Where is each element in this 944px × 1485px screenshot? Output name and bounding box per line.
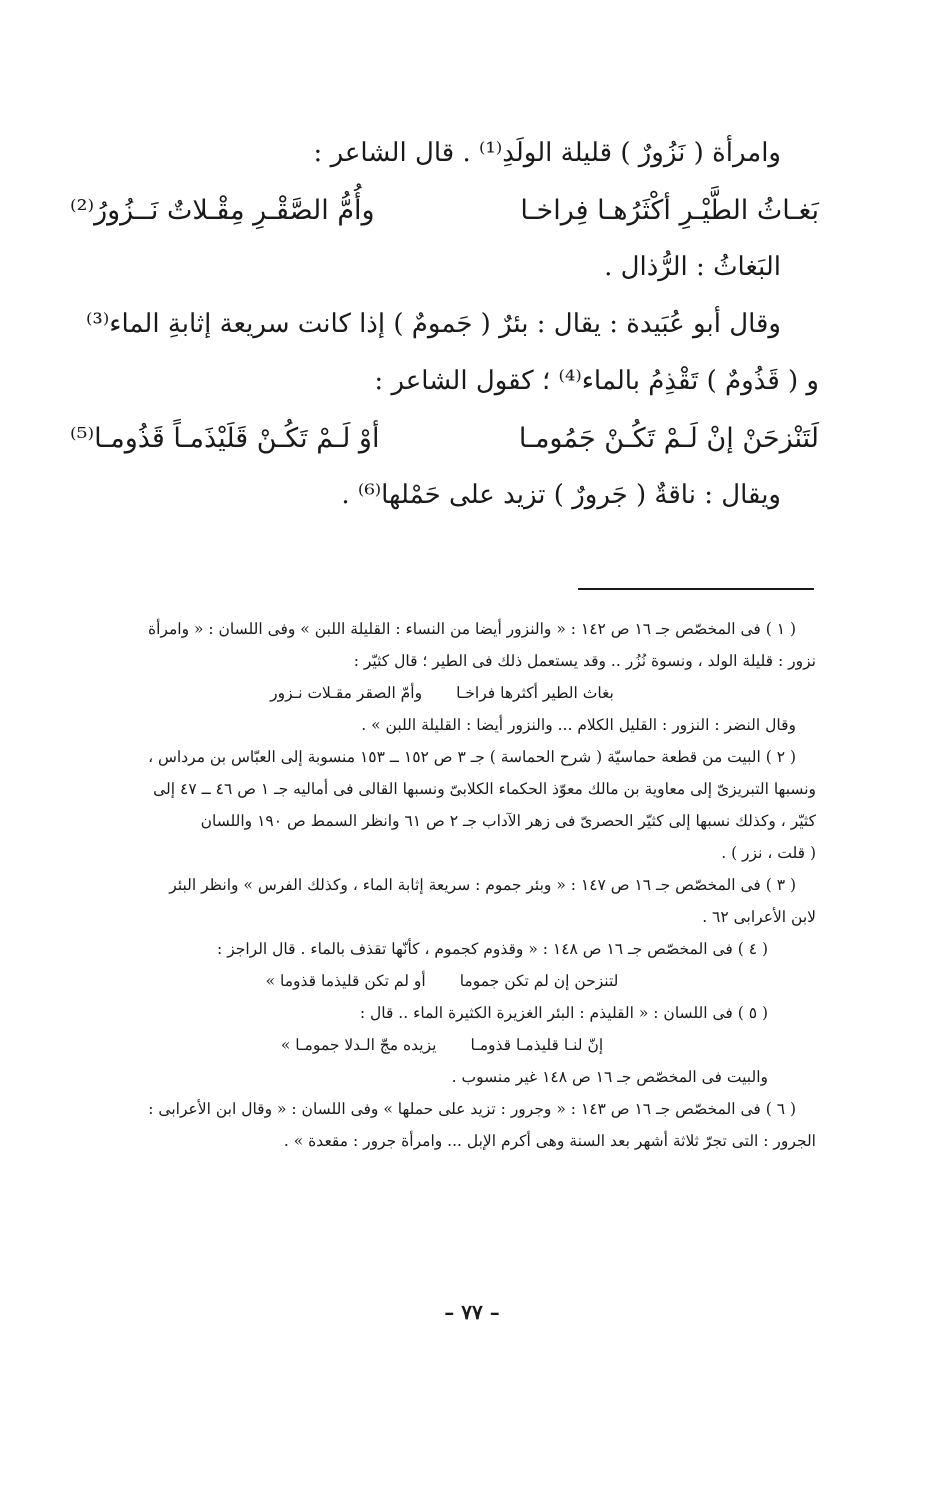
footnote-4-line-1: ( ٤ ) فى المخصّص جـ ١٦ ص ١٤٨ : « وقذوم كجموم ، كأنّها تقذف بالماء . قال الراجز : xyxy=(217,940,768,958)
verse-1-second-hemistich: وأُمُّ الصَّقْـرِ مِقْـلاتٌ نَــزُورُ⁽²⁾ xyxy=(70,195,375,226)
footnote-1-verse-second: وأمّ الصقر مقـلات نـزور xyxy=(270,684,423,702)
footnote-5-verse-first: إنّ لنـا قليذمـا قذومـا xyxy=(470,1036,604,1054)
footnote-1-verse-first: بغاث الطير أكثرها فراخـا xyxy=(456,684,614,702)
footnote-6-line-2: الجرور : التى تجرّ ثلاثة أشهر بعد السنة وهى أكرم الإبل ... وامرأة جرور : مقعدة » . xyxy=(283,1132,816,1150)
main-line-2: البَغاثُ : الرُّذال . xyxy=(604,252,781,282)
footnote-4-verse xyxy=(68,965,816,997)
footnote-5-verse xyxy=(68,1029,816,1061)
main-line-3: وقال أبو عُبَيدة : يقال : بئرٌ ( جَمومٌ ) إذا كانت سريعة إثابةِ الماء⁽³⁾ xyxy=(86,309,781,339)
footnote-3-line-1: ( ٣ ) فى المخصّص جـ ١٦ ص ١٤٧ : « وبئر جموم : سريعة إثابة الماء ، وكذلك الفرس » وانظر البئر xyxy=(169,876,796,894)
footnote-6-line-1: ( ٦ ) فى المخصّص جـ ١٦ ص ١٤٣ : « وجرور : تزيد على حملها » وفى اللسان : « وقال ابن الأعرابى : xyxy=(148,1100,796,1118)
footnote-1-line-3: وقال النضر : النزور : القليل الكلام ... والنزور أيضا : القليلة اللبن » . xyxy=(361,716,796,734)
page-number: – ٧٧ – xyxy=(444,1300,500,1324)
footnote-4-verse-first: لتنزحن إن لم تكن جموما xyxy=(459,972,619,990)
footnote-1-line-2: نزور : قليلة الولد ، ونسوة نُزُر .. وقد يستعمل ذلك فى الطير ؛ قال كثيّر : xyxy=(353,652,816,670)
main-line-4: و ( قَذُومٌ ) تَقْذِمُ بالماء⁽⁴⁾ ؛ كقول الشاعر : xyxy=(374,366,819,396)
footnote-2-line-4: ( قلت ، نزر ) . xyxy=(721,844,816,862)
footnote-5-line-1: ( ٥ ) فى اللسان : « القليذم : البئر الغزيرة الكثيرة الماء .. قال : xyxy=(359,1004,768,1022)
verse-2-second-hemistich: أوْ لَـمْ تَكُـنْ قَلَيْذَمـاً قَذُومـا⁽⁵⁾ xyxy=(70,423,380,454)
footnote-2-line-3: كثيّر ، وكذلك نسبها إلى كثيّر الحصرىّ فى زهر الآداب جـ ٢ ص ٦١ وانظر السمط ص ١٩٠ واللسان xyxy=(200,812,816,830)
footnote-2-line-1: ( ٢ ) البيت من قطعة حماسيّة ( شرح الحماسة ) جـ ٣ ص ١٥٢ ــ ١٥٣ منسوبة إلى العبّاس بن مرداس ، xyxy=(148,748,796,766)
footnote-2-line-2: ونسبها التبريزىّ إلى معاوية بن مالك معوّذ الحكماء الكلابىّ ونسبها القالى فى أماليه جـ ١ ص ٤٦ ــ ٤٧ إلى xyxy=(153,780,816,798)
verse-1-first-hemistich: بَغـاثُ الطَّيْـرِ أكْثَرُهـا فِراخـا xyxy=(520,195,819,226)
main-line-5: ويقال : ناقةٌ ( جَرورٌ ) تزيد على حَمْلها⁽⁶⁾ . xyxy=(341,480,781,510)
verse-2-first-hemistich: لَتَنْزحَنْ إنْ لَـمْ تَكُـنْ جَمُومـا xyxy=(518,423,819,454)
footnote-3-line-2: لابن الأعرابى ٦٢ . xyxy=(702,908,816,926)
main-text xyxy=(70,125,819,524)
footnote-1-line-1: ( ١ ) فى المخصّص جـ ١٦ ص ١٤٢ : « والنزور أيضا من النساء : القليلة اللبن » وفى اللسان : « وامرأة xyxy=(147,620,796,638)
footnote-5-line-2: والبيت فى المخصّص جـ ١٦ ص ١٤٨ غير منسوب . xyxy=(451,1068,768,1086)
footnote-5-verse-second: يزيده مجّ الـدلا جمومـا » xyxy=(280,1036,437,1054)
main-line-1: وامرأة ( نَزُورٌ ) قليلة الولَدِ⁽¹⁾ . قال الشاعر : xyxy=(313,138,781,168)
verse-2 xyxy=(70,410,819,467)
verse-1 xyxy=(70,182,819,239)
footnote-divider xyxy=(578,588,814,590)
footnotes xyxy=(68,613,816,1157)
footnote-4-verse-second: أو لم تكن قليذما قذوما » xyxy=(265,972,426,990)
footnote-1-verse xyxy=(68,677,816,709)
